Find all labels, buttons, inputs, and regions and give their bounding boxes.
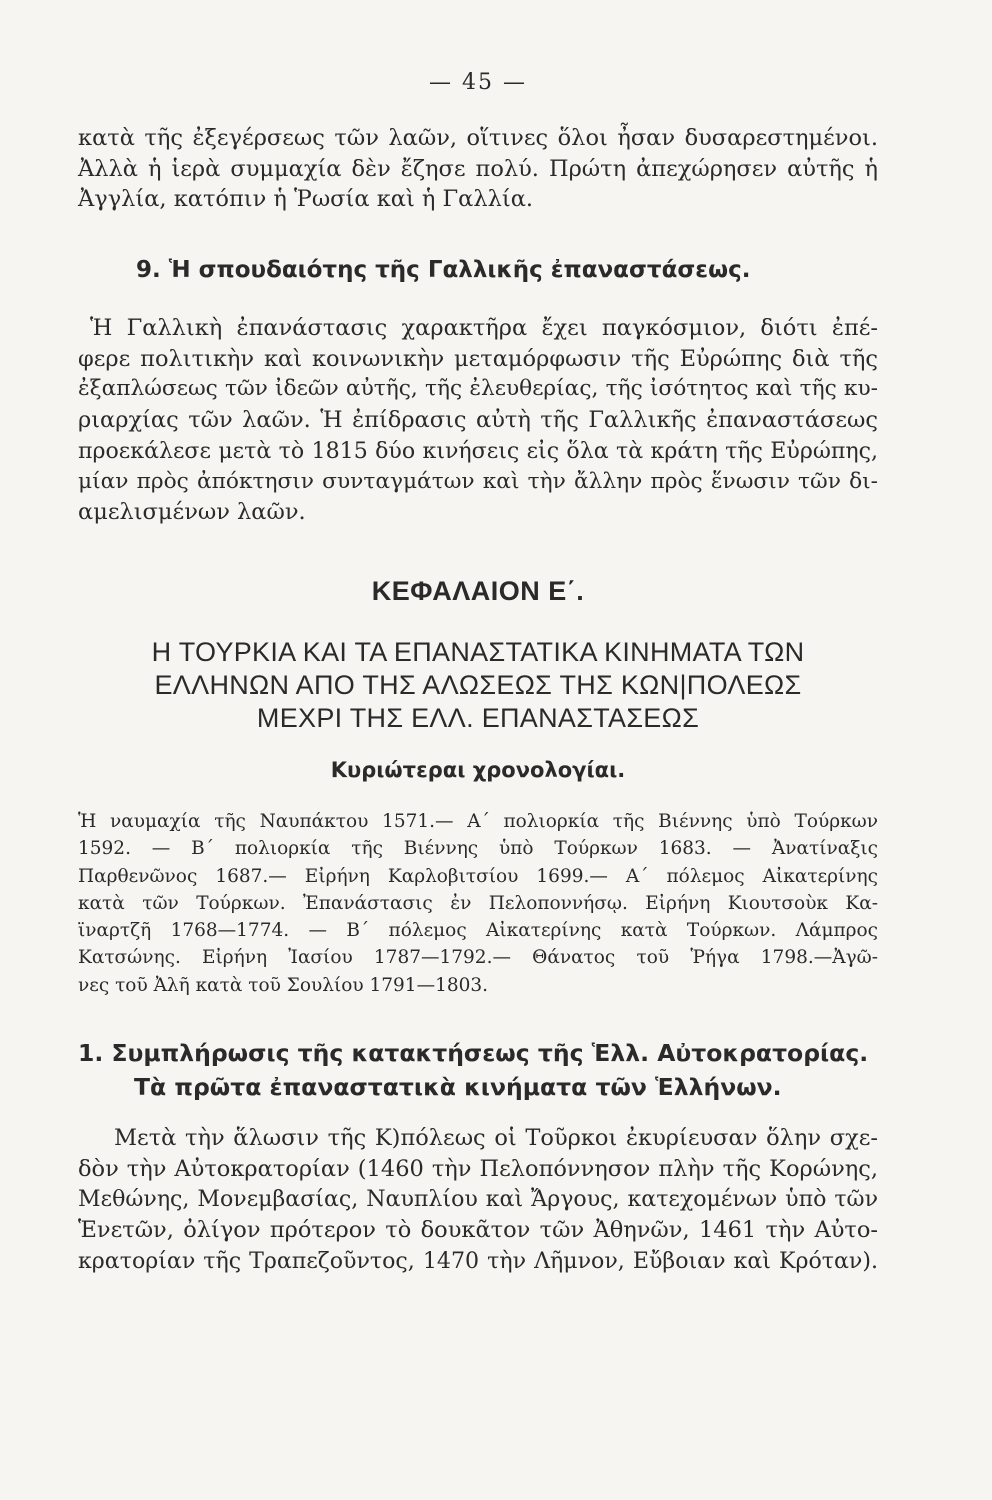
text-line: Ἡ Γαλλικὴ ἐπανάστασις χαρακτῆρα ἔχει παγκόσμιον, διότι ἐπέ-: [90, 315, 878, 341]
chapter-subtitle-line: Η ΤΟΥΡΚΙΑ ΚΑΙ ΤΑ ΕΠΑΝΑΣΤΑΤΙΚΑ ΚΙΝΗΜΑΤΑ ΤΩΝ: [151, 637, 805, 667]
section-9-paragraph: [78, 313, 878, 528]
text-line: Ἡ ναυμαχία τῆς Ναυπάκτου 1571.— Α΄ πολιορκία τῆς Βιέννης ὑπὸ Τούρκων: [78, 811, 878, 832]
text-line: ριαρχίας τῶν λαῶν. Ἡ ἐπίδρασις αὐτὴ τῆς Γαλλικῆς ἐπαναστάσεως: [78, 407, 878, 434]
text-line: Κατσώνης. Εἰρήνη Ἰασίου 1787—1792.— Θάνατος τοῦ Ῥήγα 1798.—Ἀγῶ-: [78, 947, 878, 969]
book-page: [78, 0, 878, 1500]
chapter-subtitle: [78, 636, 878, 735]
page-number: — 45 —: [429, 70, 527, 95]
text-line: αμελισμένων λαῶν.: [78, 499, 306, 526]
text-line: κρατορίαν τῆς Τραπεζοῦντος, 1470 τὴν Λῆμνον, Εὔβοιαν καὶ Κρόταν).: [78, 1247, 878, 1274]
text-line: Ἑνετῶν, ὀλίγον πρότερον τὸ δουκᾶτον τῶν Ἀθηνῶν, 1461 τὴν Αὐτο-: [78, 1217, 878, 1244]
text-line: Ἀγγλία, κατόπιν ἡ Ῥωσία καὶ ἡ Γαλλία.: [78, 186, 534, 213]
text-line: δὸν τὴν Αὐτοκρατορίαν (1460 τὴν Πελοπόννησον πλὴν τῆς Κορώνης,: [78, 1155, 878, 1182]
section-9-heading: 9. Ἡ σπουδαιότης τῆς Γαλλικῆς ἐπαναστάσεως.: [136, 257, 751, 283]
chapter-title: ΚΕΦΑΛΑΙΟΝ Ε΄.: [371, 576, 585, 606]
text-line: Μετὰ τὴν ἅλωσιν τῆς Κ)πόλεως οἱ Τοῦρκοι ἐκυρίευσαν ὅλην σχε-: [114, 1125, 878, 1151]
chapter-subtitle-line: ΜΕΧΡΙ ΤΗΣ ΕΛΛ. ΕΠΑΝΑΣΤΑΣΕΩΣ: [256, 703, 700, 733]
intro-paragraph: [78, 123, 878, 215]
text-line: Παρθενῶνος 1687.— Εἰρήνη Καρλοβιτσίου 1699.— Α΄ πόλεμος Αἰκατερίνης: [78, 865, 878, 887]
section-1-heading: [78, 1036, 878, 1104]
chronology-heading: Κυριώτεραι χρονολογίαι.: [330, 758, 626, 782]
text-line: ϊναρτζῆ 1768—1774. — Β΄ πόλεμος Αἰκατερίνης κατὰ Τούρκων. Λάμπρος: [78, 920, 878, 942]
section-1-paragraph: [78, 1123, 878, 1277]
text-line: Μεθώνης, Μονεμβασίας, Ναυπλίου καὶ Ἄργους, κατεχομένων ὑπὸ τῶν: [78, 1186, 878, 1213]
section-1-heading-line: 1. Συμπλήρωσις τῆς κατακτήσεως τῆς Ἑλλ. Αὐτοκρατορίας.: [78, 1039, 869, 1067]
section-1-heading-line: Τὰ πρῶτα ἐπαναστατικὰ κινήματα τῶν Ἑλλήνων.: [134, 1073, 782, 1101]
chapter-subtitle-line: ΕΛΛΗΝΩΝ ΑΠΟ ΤΗΣ ΑΛΩΣΕΩΣ ΤΗΣ ΚΩΝ|ΠΟΛΕΩΣ: [154, 670, 802, 700]
text-line: κατὰ τῆς ἐξεγέρσεως τῶν λαῶν, οἵτινες ὅλοι ἦσαν δυσαρεστημένοι.: [78, 125, 878, 151]
text-line: 1592. — Β΄ πολιορκία τῆς Βιέννης ὑπὸ Τούρκων 1683. — Ἀνατίναξις: [78, 838, 878, 860]
chronology-list: [78, 808, 878, 999]
text-line: φερε πολιτικὴν καὶ κοινωνικὴν μεταμόρφωσιν τῆς Εὐρώπης διὰ τῆς: [78, 345, 878, 372]
text-line: προεκάλεσε μετὰ τὸ 1815 δύο κινήσεις εἰς ὅλα τὰ κράτη τῆς Εὐρώπης,: [78, 437, 878, 464]
text-line: νες τοῦ Ἀλῆ κατὰ τοῦ Σουλίου 1791—1803.: [78, 974, 489, 996]
text-line: μίαν πρὸς ἀπόκτησιν συνταγμάτων καὶ τὴν ἄλλην πρὸς ἕνωσιν τῶν δι-: [78, 468, 878, 494]
text-line: ἐξαπλώσεως τῶν ἰδεῶν αὐτῆς, τῆς ἐλευθερίας, τῆς ἰσότητος καὶ τῆς κυ-: [78, 376, 878, 402]
text-line: Ἀλλὰ ἡ ἱερὰ συμμαχία δὲν ἔζησε πολύ. Πρώτη ἀπεχώρησεν αὐτῆς ἡ: [78, 155, 878, 182]
text-line: κατὰ τῶν Τούρκων. Ἐπανάστασις ἐν Πελοποννήσῳ. Εἰρήνη Κιουτσοὺκ Κα-: [78, 892, 878, 914]
